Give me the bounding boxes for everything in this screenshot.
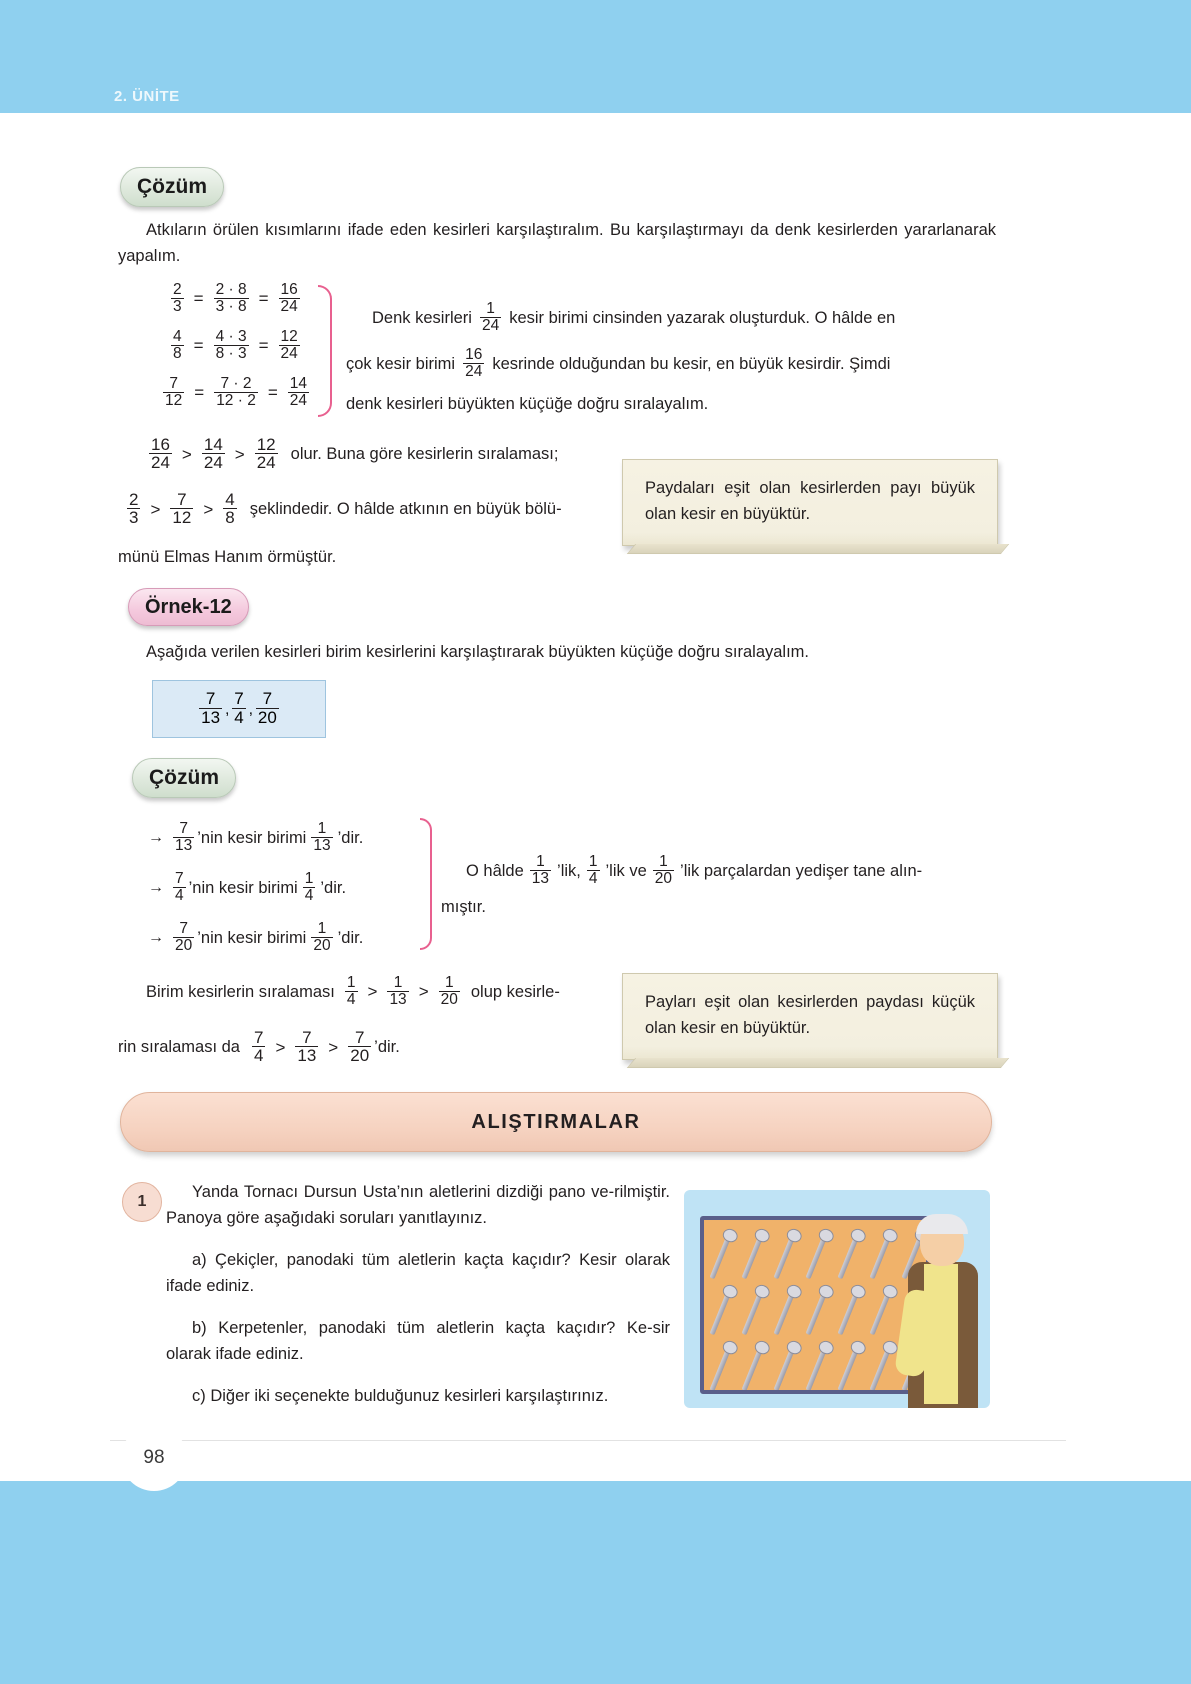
tool-icon (710, 1347, 732, 1392)
fraction: $\frac{7}{4}$ (234, 689, 244, 727)
greater-than-sign: > (418, 982, 429, 1002)
tool-icon (774, 1235, 796, 1280)
tool-icon (838, 1347, 860, 1392)
footer-divider (110, 1440, 1066, 1441)
fraction: $\frac{16}{24}$ (465, 346, 483, 380)
equation-row-2 (168, 330, 303, 363)
fraction: $\frac{12}{24}$ (256, 435, 276, 473)
tool-icon (710, 1291, 732, 1336)
page-number-label: 98 (143, 1447, 165, 1468)
tool-icon (870, 1347, 892, 1392)
fraction: $\frac{7}{20}$ (257, 689, 277, 727)
section1-compare-row-2 (124, 492, 562, 528)
fraction: $\frac{4}{8}$ (173, 328, 182, 362)
section1-intro: Atkıların örülen kısımlarını ifade eden kesirleri karşılaştıralım. Bu karşılaştırmayı da denk kesirlerden yararlanarak yapalım. (118, 221, 996, 265)
ornek-badge (128, 588, 249, 626)
fraction: $\frac{1}{4}$ (346, 974, 356, 1008)
tool-pegboard-illustration (684, 1190, 990, 1408)
equals-sign: = (258, 336, 269, 356)
line-text: ’nin kesir birimi (188, 878, 298, 897)
fraction: $\frac{1}{4}$ (304, 870, 314, 904)
order2-lead: rin sıralaması da (118, 1038, 240, 1057)
right-text: ’lik parçalardan yedişer tane alın- (680, 861, 923, 880)
line-tail: ’dir. (320, 878, 347, 897)
fraction: $\frac{1}{13}$ (389, 974, 407, 1008)
tool-icon (742, 1235, 764, 1280)
equals-sign: = (193, 336, 204, 356)
compare-row-1-tail: olur. Buna göre kesirlerin sıralaması; (290, 445, 559, 464)
craftsman-hair (916, 1214, 968, 1234)
fraction: $\frac{2}{3}$ (173, 281, 182, 315)
greater-than-sign: > (275, 1037, 286, 1057)
fraction: $\frac{1}{24}$ (481, 300, 500, 334)
fraction: $\frac{7}{4}$ (253, 1028, 264, 1066)
separator: , (248, 700, 253, 718)
fraction: $\frac{7}{13}$ (297, 1028, 317, 1066)
section3-right-line-1 (466, 855, 922, 888)
fraction: $\frac{1}{13}$ (313, 820, 331, 854)
section2-prompt: Aşağıda verilen kesirleri birim kesirlerini karşılaştırarak büyükten küçüğe doğru sıralayalım. (146, 643, 810, 661)
unit-label: 2. ÜNİTE (114, 88, 180, 105)
question-1-intro: Yanda Tornacı Dursun Usta’nın aletlerini dizdiği pano ve-rilmiştir. Panoya göre aşağıdaki soruları yanıtlayınız. (166, 1183, 670, 1227)
fraction: $\frac{7}{4}$ (175, 870, 184, 904)
greater-than-sign: > (328, 1037, 339, 1057)
cozum-badge-1 (120, 167, 224, 207)
equals-sign: = (193, 289, 204, 309)
arrow-icon: → (148, 828, 164, 846)
order-lead: Birim kesirlerin sıralaması (146, 982, 335, 1001)
fraction: $\frac{7}{13}$ (201, 689, 221, 727)
equation-row-3 (160, 377, 312, 410)
line-tail: ’dir. (337, 828, 364, 847)
tool-icon (774, 1291, 796, 1336)
greater-than-sign: > (203, 499, 214, 519)
fraction: $\frac{7}{20}$ (175, 920, 193, 954)
solution-line-1 (148, 822, 363, 855)
fraction: $\frac{14}{24}$ (203, 435, 223, 473)
bottom-band (28, 1481, 1163, 1684)
tool-icon (870, 1235, 892, 1280)
note-box-2 (622, 973, 998, 1060)
fraction: $\frac{4}{8}$ (225, 490, 235, 528)
fraction: $\frac{1}{20}$ (654, 853, 673, 887)
fraction: $\frac{1}{20}$ (313, 920, 331, 954)
alistirmalar-title: ALIŞTIRMALAR (471, 1110, 641, 1133)
explain-text: Denk kesirleri (372, 308, 472, 327)
pink-brace-2 (420, 818, 432, 950)
page-number (121, 1425, 187, 1491)
cozum-badge-1-label: Çözüm (137, 175, 207, 198)
pink-brace-1 (318, 285, 332, 417)
section1-explain-line-2 (346, 348, 1006, 381)
equals-sign: = (267, 383, 278, 403)
right-text: O hâlde (466, 861, 524, 880)
equals-sign: = (258, 289, 269, 309)
fraction: $\frac{16}{24}$ (280, 281, 298, 315)
fraction: $\frac{7}{20}$ (350, 1028, 370, 1066)
fraction: $\frac{1}{4}$ (588, 853, 598, 887)
section3-order-line-1 (146, 976, 560, 1009)
ornek-badge-label: Örnek-12 (145, 595, 232, 618)
cozum-badge-2 (132, 758, 236, 798)
tool-icon (806, 1235, 828, 1280)
section1-closing: münü Elmas Hanım örmüştür. (118, 548, 337, 566)
fraction: $\frac{4 \cdot 3}{8 \cdot 3}$ (215, 328, 247, 362)
fraction: $\frac{7}{13}$ (175, 820, 193, 854)
section3-order-line-2 (118, 1030, 400, 1066)
fraction: $\frac{2}{3}$ (129, 490, 139, 528)
compare-row-2-tail: şeklindedir. O hâlde atkının en büyük bölü- (249, 500, 562, 519)
order-tail: olup kesirle- (470, 982, 560, 1001)
arrow-icon: → (148, 928, 164, 946)
fraction: $\frac{7}{12}$ (165, 375, 183, 409)
note-box-1-text: Paydaları eşit olan kesirlerden payı büyük olan kesir en büyüktür. (645, 479, 975, 523)
line-text: ’nin kesir birimi (197, 828, 307, 847)
explain-text: çok kesir birimi (346, 354, 456, 373)
question-number-1 (122, 1182, 162, 1222)
question-number-1-label: 1 (137, 1193, 147, 1210)
fraction: $\frac{16}{24}$ (151, 435, 170, 473)
fraction: $\frac{2 \cdot 8}{3 \cdot 8}$ (215, 281, 247, 315)
section3-right-line-2: mıştır. (441, 898, 486, 916)
note-box-2-text: Payları eşit olan kesirlerden paydası küçük olan kesir en büyüktür. (645, 993, 975, 1037)
solution-line-2 (148, 872, 346, 905)
fraction: $\frac{1}{13}$ (531, 853, 550, 887)
line-tail: ’dir. (337, 928, 364, 947)
top-band (28, 0, 1163, 113)
greater-than-sign: > (150, 499, 161, 519)
fraction: $\frac{1}{20}$ (440, 974, 458, 1008)
explain-text: kesir birimi cinsinden yazarak oluşturduk. O hâlde en (509, 308, 896, 327)
cozum-badge-2-label: Çözüm (149, 766, 219, 789)
tool-icon (806, 1291, 828, 1336)
greater-than-sign: > (367, 982, 378, 1002)
greater-than-sign: > (234, 444, 245, 464)
tool-icon (774, 1347, 796, 1392)
fraction: $\frac{12}{24}$ (280, 328, 298, 362)
tool-icon (838, 1291, 860, 1336)
line-text: ’nin kesir birimi (197, 928, 307, 947)
section1-compare-row-1 (146, 437, 558, 473)
solution-line-3 (148, 922, 363, 955)
question-1-option-c: c) Diğer iki seçenekte bulduğunuz kesirleri karşılaştırınız. (192, 1387, 609, 1405)
question-1-option-b: b) Kerpetenler, panodaki tüm aletlerin kaçta kaçıdır? Ke-sir olarak ifade ediniz. (166, 1319, 670, 1363)
tool-icon (838, 1235, 860, 1280)
explain-text: kesrinde olduğundan bu kesir, en büyük kesirdir. Şimdi (492, 354, 891, 373)
alistirmalar-banner (120, 1092, 992, 1152)
order2-tail: ’dir. (374, 1038, 400, 1057)
right-text: ’lik ve (605, 861, 647, 880)
tool-icon (710, 1235, 732, 1280)
right-text: ’lik, (557, 861, 581, 880)
tool-icon (742, 1291, 764, 1336)
greater-than-sign: > (181, 444, 192, 464)
equals-sign: = (194, 383, 205, 403)
separator: , (225, 700, 230, 718)
given-fractions-box (152, 680, 326, 738)
question-1-option-a: a) Çekiçler, panodaki tüm aletlerin kaçta kaçıdır? Kesir olarak ifade ediniz. (166, 1251, 670, 1295)
equation-row-1 (168, 283, 303, 316)
tool-icon (870, 1291, 892, 1336)
section1-explain-line-1 (372, 302, 992, 335)
tool-icon (742, 1347, 764, 1392)
craftsman-figure (902, 1212, 986, 1408)
fraction: $\frac{7}{12}$ (172, 490, 192, 528)
section1-explain-line-3: denk kesirleri büyükten küçüğe doğru sıralayalım. (346, 395, 709, 413)
fraction: $\frac{7 \cdot 2}{12 \cdot 2}$ (216, 375, 256, 409)
fraction: $\frac{14}{24}$ (289, 375, 308, 409)
note-box-1 (622, 459, 998, 546)
tool-icon (806, 1347, 828, 1392)
arrow-icon: → (148, 878, 164, 896)
